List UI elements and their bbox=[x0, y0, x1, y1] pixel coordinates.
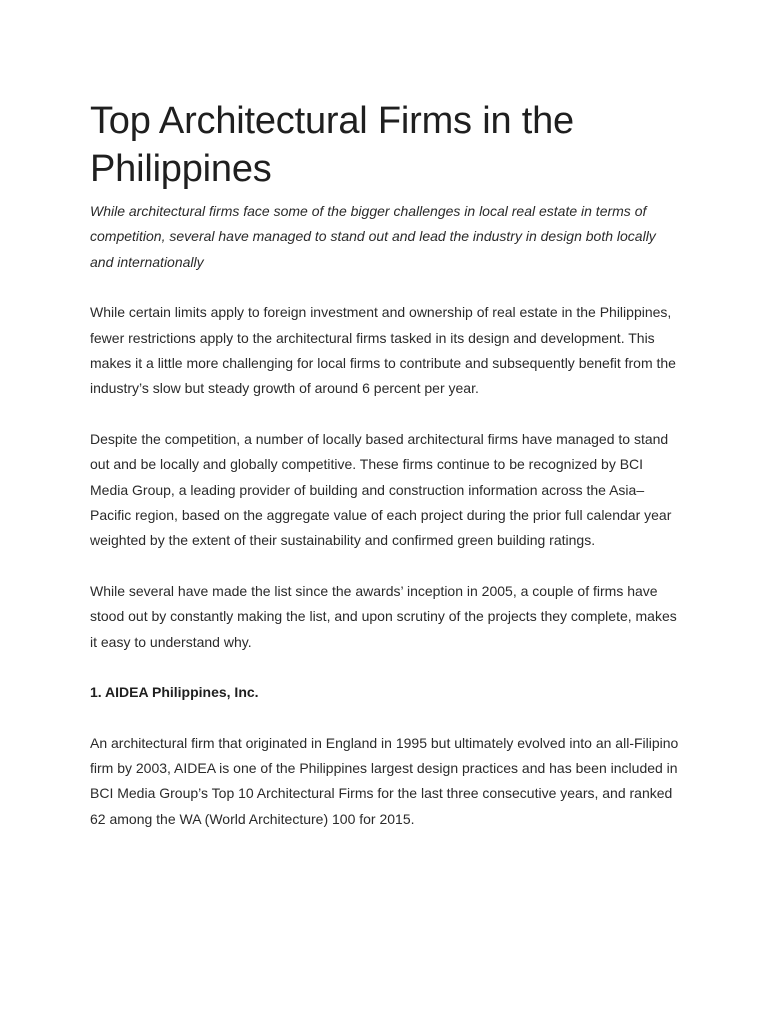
body-paragraph-2: Despite the competition, a number of locally based architectural firms have managed to stand out and be locally and globally competitive. These firms continue to be recognized by BCI Media Group, a leading provider of building and construction information across the Asia–Pacific region, based on the aggregate value of each project during the prior full calendar year weighted by the extent of their sustainability and confirmed green building ratings. bbox=[90, 430, 672, 549]
body-paragraph-1: While certain limits apply to foreign investment and ownership of real estate in the Philippines, fewer restrictions apply to the architectural firms tasked in its design and development. This makes it a little more challenging for local firms to contribute and subsequently benefit from the industry’s slow but steady growth of around 6 percent per year. bbox=[90, 304, 676, 397]
article-title: Top Architectural Firms in the Philippines bbox=[90, 100, 574, 190]
body-paragraph-3: While several have made the list since the awards’ inception in 2005, a couple of firms have stood out by constantly making the list, and upon scrutiny of the projects they complete, makes it easy to understand why. bbox=[90, 582, 677, 650]
article bbox=[90, 97, 682, 832]
section-paragraph: An architectural firm that originated in England in 1995 but ultimately evolved into an all-Filipino firm by 2003, AIDEA is one of the Philippines largest design practices and has been included in BCI Media Group’s Top 10 Architectural Firms for the last three consecutive years, and ranked 62 among the WA (World Architecture) 100 for 2015. bbox=[90, 734, 679, 827]
section-heading: 1. AIDEA Philippines, Inc. bbox=[90, 684, 259, 701]
article-lede: While architectural firms face some of the bigger challenges in local real estate in terms of competition, several have managed to stand out and lead the industry in design both locally and internationally bbox=[90, 203, 656, 270]
